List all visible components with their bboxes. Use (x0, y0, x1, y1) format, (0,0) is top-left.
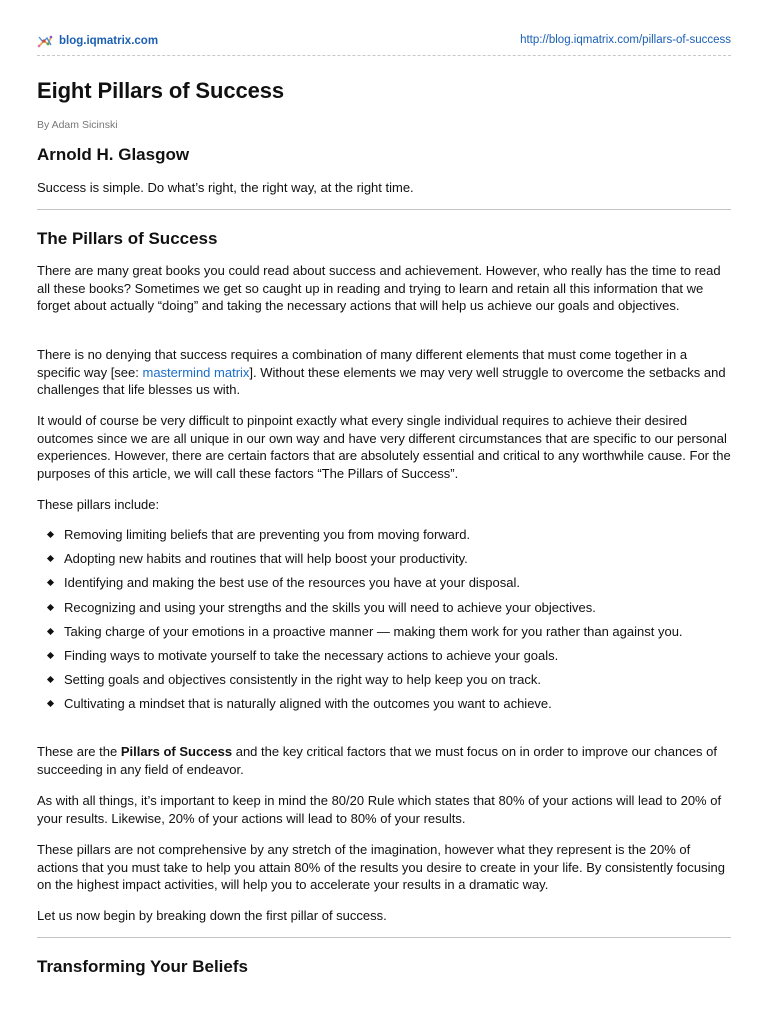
paragraph-2 (37, 346, 731, 399)
list-item (37, 599, 731, 616)
list-item (37, 623, 731, 640)
list-item (37, 671, 731, 688)
pillars-list (37, 526, 731, 720)
section-divider-1 (37, 209, 731, 210)
page-header (37, 33, 731, 49)
pillars-of-success-emphasis: Pillars of Success (120, 744, 233, 759)
paragraph-2-text-a: There is no denying that success requires a combination of many different elements that must come together in a specific way [see: (37, 347, 688, 380)
list-item (37, 695, 731, 712)
list-item (37, 574, 731, 591)
paragraph-2-text-b: ]. Without these elements we may very well struggle to overcome the setbacks and challenges that life blesses us with. (37, 364, 726, 397)
paragraph-5 (37, 743, 731, 778)
bullet-icon (47, 579, 54, 586)
paragraph-5-text-a: These are the (37, 744, 121, 759)
list-item-text: Identifying and making the best use of the resources you have at your disposal. (64, 575, 520, 591)
list-item-text: Recognizing and using your strengths and the skills you will need to achieve your objectives. (64, 599, 596, 615)
paragraph-6: As with all things, it’s important to keep in mind the 80/20 Rule which states that 80% of your actions will lead to 20% of your results. Likewise, 20% of your actions will lead to 80% of your results. (37, 793, 722, 826)
bullet-icon (47, 652, 54, 659)
paragraph-8: Let us now begin by breaking down the first pillar of success. (37, 908, 387, 923)
list-item-text: Taking charge of your emotions in a proactive manner — making them work for you rather than against you. (64, 623, 683, 639)
bullet-icon (47, 604, 54, 611)
paragraph-5-text-b: and the key critical factors that we must focus on in order to improve our chances of succeeding in any field of endeavor. (37, 744, 717, 777)
list-item-text: Setting goals and objectives consistently in the right way to help keep you on track. (64, 672, 541, 688)
paragraph-7: These pillars are not comprehensive by any stretch of the imagination, however what they represent is the 20% of actions that you must take to help you attain 80% of the results you desire to create in your life. By consistently focusing on the highest impact activities, will help you to accelerate your results in a dramatic way. (37, 842, 725, 892)
quote-author-heading: Arnold H. Glasgow (37, 145, 190, 164)
paragraph-3: It would of course be very difficult to pinpoint exactly what every single individual requires to achieve their desired outcomes since we are all unique in our own way and have very different circumstances that are specific to our personal experiences. However, there are certain factors that are absolutely essential and critical to any worthwhile cause. For the purposes of this article, we will call these factors “The Pillars of Success”. (37, 413, 731, 481)
list-item-text: Finding ways to motivate yourself to take the necessary actions to achieve your goals. (64, 647, 559, 663)
paragraph-4: These pillars include: (37, 497, 160, 512)
header-divider (37, 55, 731, 56)
section-heading-beliefs: Transforming Your Beliefs (37, 957, 248, 976)
section-divider-2 (37, 937, 731, 938)
bullet-icon (47, 531, 54, 538)
bullet-icon (47, 555, 54, 562)
quote-text: Success is simple. Do what’s right, the right way, at the right time. (37, 180, 414, 195)
list-item (37, 647, 731, 664)
section-heading-pillars: The Pillars of Success (37, 229, 218, 248)
list-item (37, 550, 731, 567)
site-name[interactable]: blog.iqmatrix.com (59, 35, 159, 47)
bullet-icon (47, 628, 54, 635)
list-item (37, 526, 731, 543)
paragraph-1: There are many great books you could read about success and achievement. However, who really has the time to read all these books? Sometimes we get so caught up in reading and trying to learn and retain all this information that we forget about actually “doing” and taking the necessary actions that will help us achieve our goals and objectives. (37, 263, 721, 313)
mastermind-matrix-link[interactable]: mastermind matrix (142, 364, 250, 380)
bullet-icon (47, 676, 54, 683)
list-item-text: Cultivating a mindset that is naturally aligned with the outcomes you want to achieve. (64, 696, 552, 712)
list-item-text: Removing limiting beliefs that are preventing you from moving forward. (64, 527, 471, 542)
iqmatrix-logo-icon (37, 33, 53, 49)
site-brand[interactable] (37, 33, 158, 49)
list-item-text: Adopting new habits and routines that will help boost your productivity. (64, 551, 468, 567)
article-byline: By Adam Sicinski (37, 119, 118, 131)
bullet-icon (47, 700, 54, 707)
article-title: Eight Pillars of Success (37, 78, 285, 103)
page-url-link[interactable]: http://blog.iqmatrix.com/pillars-of-success (520, 34, 731, 46)
